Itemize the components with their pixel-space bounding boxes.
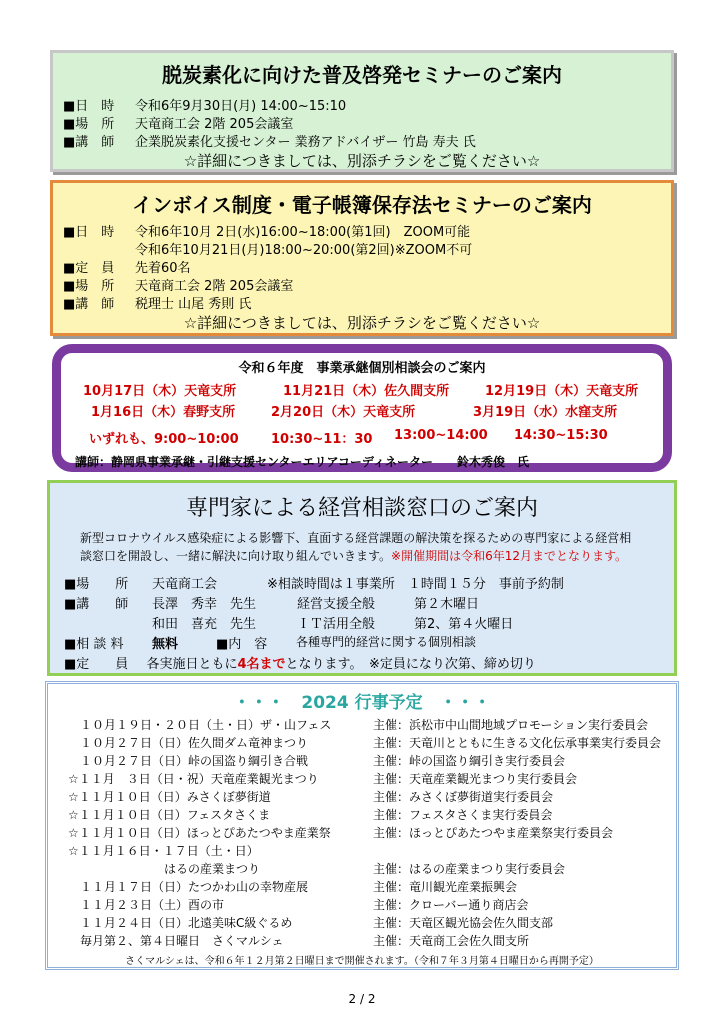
consult-lecturer: 講師：静岡県事業承継・引継支援センターエリアコーディネーター 鈴木秀俊 氏 <box>75 455 529 469</box>
expert-intro-line1: 新型コロナウイルス感染症による影響下、直面する経営課題の解決策を探るための専門家による経営相 <box>80 531 632 545</box>
event-row: １０月１９日・２０日（土・日）ザ・山フェス 主催：浜松市中山間地域プロモーション実行委員会 <box>68 718 649 732</box>
schedule-title: ・・・ 2024 行事予定 ・・・ <box>233 693 491 713</box>
event-row: ☆１１月１０日（日）フェスタさくま 主催：フェスタさくま実行委員会 <box>68 808 553 822</box>
event-row: 毎月第２、第４日曜日 さくマルシェ 主催：天竜商工会佐久間支所 <box>68 934 530 948</box>
seminar1-note: ☆詳細につきましては、別添チラシをご覧ください☆ <box>183 152 541 170</box>
expert-fee-row: ■相 談 料 無料 ■内 容 各種専門的経営に関する個別相談 <box>64 635 477 652</box>
expert-capacity-row: ■定 員 各実施日ともに4名までとなります。 ※定員になり次第、締め切り <box>64 657 536 672</box>
event-row: はるの産業まつり 主催：はるの産業まつり実行委員会 <box>68 862 566 876</box>
seminar2-row-lecturer: ■講 師 税理士 山尾 秀則 氏 <box>63 297 252 312</box>
event-schedule-box <box>45 681 679 970</box>
expert-title: 専門家による経営相談窓口のご案内 <box>185 496 538 521</box>
invoice-seminar-box <box>50 180 674 336</box>
expert-consultation-box: 専門家による経営相談窓口のご案内 新型コロナウイルス感染症による影響下、直面する経営課題の解決策を探るための専門家による経営相 談窓口を開設し、一緒に解決に向け取り組んでいきます。※開催期間は令和6年12月までとなります。 ■場 所 天竜商工会 ※相談時間は１事業所 １時間１５分 事前予約制 ■講 師 長澤 秀幸 先生 経営支援全般 第２木曜日 和田 喜充 先生 ＩＴ活用全般 第2、第４火曜日 ■相 談 料 無料 ■内 容 各種専門的経営に関する個別相談 ■定 員 各実施日ともに4名までとなります。 ※定員になり次第、締め切り <box>47 480 677 676</box>
event-row: ☆１１月 ３日（日・祝）天竜産業観光まつり 主催：天竜産業観光まつり実行委員会 <box>68 772 578 786</box>
event-row: １０月２７日（日）峠の国盗り綱引き合戦 主催：峠の国盗り綱引き実行委員会 <box>68 754 566 768</box>
page-number: 2 / 2 <box>348 992 376 1006</box>
expert-place-row: ■場 所 天竜商工会 ※相談時間は１事業所 １時間１５分 事前予約制 <box>64 577 564 592</box>
seminar1-row-datetime: ■日 時 令和6年9月30日(月) 14:00~15:10 <box>63 99 347 114</box>
seminar1-row-lecturer: ■講 師 企業脱炭素化支援センター 業務アドバイザー 竹島 寿夫 氏 <box>63 135 476 150</box>
event-row: １１月１７日（日）たつかわ山の幸物産展 主催：竜川観光産業振興会 <box>68 880 518 894</box>
expert-lecturer-row1: ■講 師 長澤 秀幸 先生 経営支援全般 第２木曜日 <box>64 597 480 612</box>
expert-intro-line2: 談窓口を開設し、一緒に解決に向け取り組んでいきます。※開催期間は令和6年12月までとなります。 <box>80 549 628 563</box>
seminar2-title: インボイス制度・電子帳簿保存法セミナーのご案内 <box>132 193 592 217</box>
seminar2-note: ☆詳細につきましては、別添チラシをご覧ください☆ <box>183 314 541 332</box>
event-list <box>68 716 668 952</box>
event-row: ☆１１月１０日（日）みさくぼ夢街道 主催：みさくぼ夢街道実行委員会 <box>68 790 554 804</box>
event-row: ☆１１月１６日・１７日（土・日） <box>68 844 259 858</box>
event-row: １０月２７日（日）佐久間ダム竜神まつり 主催：天竜川とともに生きる文化伝承事業実行委員会 <box>68 736 662 750</box>
seminar2-row-capacity: ■定 員 先着60名 <box>63 261 191 276</box>
schedule-footnote: さくマルシェは、令和６年１２月第２日曜日まで開催されます。（令和７年３月第４日曜日から再開予定） <box>125 956 599 967</box>
seminar1-row-place: ■場 所 天竜商工会 2階 205会議室 <box>63 117 294 132</box>
seminar2-row-datetime2: 令和6年10月21日(月)18:00~20:00(第2回)※ZOOM不可 <box>135 243 473 258</box>
consult-title: 令和６年度 事業承継個別相談会のご案内 <box>238 361 486 376</box>
succession-consultation-box: 令和６年度 事業承継個別相談会のご案内 10月17日（木）天竜支所 11月21日（木）佐久間支所 12月19日（木）天竜支所 1月16日（木）春野支所 2月20日（木）天竜支所 3月19日（水）水窪支所 いずれも、9:00~10:00 10:30~11：30 13:00~14:00 14:30~15:30 講師：静岡県事業承継・引継支援センターエリアコーディネーター 鈴木秀俊 氏 <box>52 344 672 472</box>
event-row: １１月２３日（土）酉の市 主催：クローバー通り商店会 <box>68 898 529 912</box>
seminar1-title: 脱炭素化に向けた普及啓発セミナーのご案内 <box>162 63 562 87</box>
event-row: １１月２４日（日）北遠美味C級ぐるめ 主催：天竜区観光協会佐久間支部 <box>68 916 554 930</box>
seminar2-row-datetime1: ■日 時 令和6年10月 2日(水)16:00~18:00(第1回) ZOOM可能 <box>63 225 471 240</box>
seminar2-row-place: ■場 所 天竜商工会 2階 205会議室 <box>63 279 294 294</box>
event-row: ☆１１月１０日（日）ほっとぴあたつやま産業祭 主催：ほっとぴあたつやま産業祭実行委員会 <box>68 826 614 840</box>
decarbonization-seminar-box <box>50 50 674 172</box>
